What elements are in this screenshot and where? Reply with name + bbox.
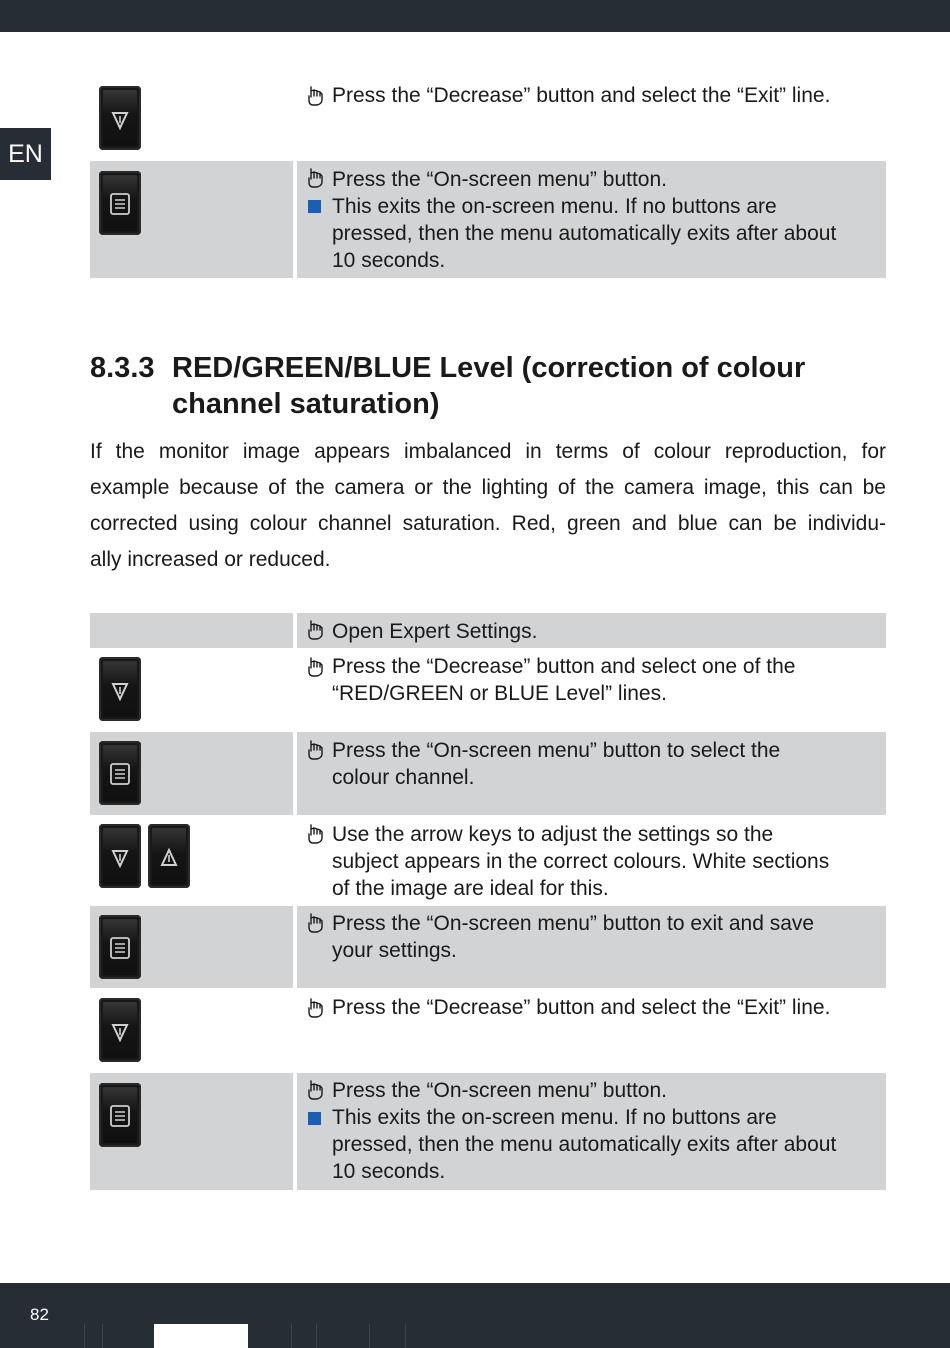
step-row bbox=[90, 613, 886, 648]
step-icon-cell bbox=[90, 613, 293, 648]
page-number: 82 bbox=[30, 1305, 49, 1324]
step-icon-cell bbox=[90, 906, 293, 988]
step-result: pressed, then the menu automatically exits after about bbox=[332, 222, 837, 245]
hand-pointer-icon bbox=[306, 912, 326, 934]
step-text-cell bbox=[297, 991, 886, 1069]
footer-block bbox=[154, 1324, 248, 1348]
step-icon-cell bbox=[90, 651, 293, 729]
step-icon-cell bbox=[90, 991, 293, 1069]
header-bar bbox=[0, 0, 950, 32]
decrease-button-icon bbox=[99, 86, 141, 150]
step-text-cell bbox=[297, 82, 886, 156]
step-icon-cell bbox=[90, 818, 293, 904]
intro-line: ally increased or reduced. bbox=[90, 548, 331, 571]
hand-pointer-icon bbox=[306, 823, 326, 845]
step-icon-cell bbox=[90, 732, 293, 815]
intro-line: corrected using colour channel saturation. Red, green and blue can be individu- bbox=[90, 512, 886, 535]
footer-marks bbox=[0, 1324, 950, 1348]
step-text-cell bbox=[297, 161, 886, 278]
step-instruction: Press the “Decrease” button and select the “Exit” line. bbox=[332, 996, 831, 1019]
step-text-cell bbox=[297, 613, 886, 648]
step-result: This exits the on-screen menu. If no buttons are bbox=[332, 195, 777, 218]
onscreen-menu-button-icon bbox=[99, 1083, 141, 1147]
onscreen-menu-button-icon bbox=[99, 915, 141, 979]
step-instruction: of the image are ideal for this. bbox=[332, 877, 609, 900]
footer-tick bbox=[316, 1324, 317, 1348]
step-instruction: Press the “On-screen menu” button to exit and save bbox=[332, 912, 815, 935]
step-instruction: Open Expert Settings. bbox=[332, 620, 538, 643]
step-icon-cell bbox=[90, 161, 293, 278]
hand-pointer-icon bbox=[306, 656, 326, 678]
step-icon-cell bbox=[90, 82, 293, 156]
step-text-cell bbox=[297, 906, 886, 988]
decrease-button-icon bbox=[99, 998, 141, 1062]
hand-pointer-icon bbox=[306, 85, 326, 107]
step-row bbox=[90, 732, 886, 815]
step-row bbox=[90, 991, 886, 1069]
decrease-button-icon bbox=[99, 657, 141, 721]
hand-pointer-icon bbox=[306, 739, 326, 761]
hand-pointer-icon bbox=[306, 1079, 326, 1101]
footer-tick bbox=[102, 1324, 103, 1348]
step-instruction: Press the “On-screen menu” button. bbox=[332, 168, 667, 191]
hand-pointer-icon bbox=[306, 619, 326, 641]
step-text-cell bbox=[297, 1073, 886, 1190]
increase-button-icon bbox=[148, 824, 190, 888]
footer-tick bbox=[369, 1324, 370, 1348]
step-instruction: subject appears in the correct colours. White sections bbox=[332, 850, 830, 873]
hand-pointer-icon bbox=[306, 167, 326, 189]
step-result: pressed, then the menu automatically exits after about bbox=[332, 1133, 837, 1156]
onscreen-menu-button-icon bbox=[99, 171, 141, 235]
step-row bbox=[90, 82, 886, 156]
step-row bbox=[90, 161, 886, 278]
step-row bbox=[90, 906, 886, 988]
step-row bbox=[90, 651, 886, 729]
step-instruction: Press the “Decrease” button and select one of the bbox=[332, 655, 796, 678]
blue-square-bullet bbox=[308, 1112, 321, 1125]
decrease-button-icon bbox=[99, 824, 141, 888]
step-instruction: Press the “On-screen menu” button to select the bbox=[332, 739, 781, 762]
step-text-cell bbox=[297, 818, 886, 904]
step-result: 10 seconds. bbox=[332, 249, 446, 272]
intro-line: If the monitor image appears imbalanced in terms of colour reproduction, for bbox=[90, 440, 886, 463]
blue-square-bullet bbox=[308, 200, 321, 213]
step-icon-cell bbox=[90, 1073, 293, 1190]
step-instruction: your settings. bbox=[332, 939, 457, 962]
intro-line: example because of the camera or the lighting of the camera image, this can be bbox=[90, 476, 886, 499]
footer-tick bbox=[405, 1324, 406, 1348]
language-label: EN bbox=[8, 139, 43, 168]
step-result: This exits the on-screen menu. If no buttons are bbox=[332, 1106, 777, 1129]
onscreen-menu-button-icon bbox=[99, 741, 141, 805]
step-instruction: Use the arrow keys to adjust the settings so the bbox=[332, 823, 774, 846]
step-text-cell bbox=[297, 732, 886, 815]
step-row bbox=[90, 1073, 886, 1190]
section-title-line1: RED/GREEN/BLUE Level (correction of colour bbox=[172, 352, 806, 384]
footer-tick bbox=[84, 1324, 85, 1348]
section-number: 8.3.3 bbox=[90, 352, 155, 384]
footer-tick bbox=[291, 1324, 292, 1348]
step-row bbox=[90, 818, 886, 904]
step-instruction: Press the “Decrease” button and select the “Exit” line. bbox=[332, 84, 831, 107]
step-text-cell bbox=[297, 651, 886, 729]
step-instruction: “RED/GREEN or BLUE Level” lines. bbox=[332, 682, 667, 705]
step-result: 10 seconds. bbox=[332, 1160, 446, 1183]
hand-pointer-icon bbox=[306, 997, 326, 1019]
section-title-line2: channel saturation) bbox=[172, 388, 440, 420]
language-tab bbox=[0, 128, 51, 180]
step-instruction: colour channel. bbox=[332, 766, 475, 789]
step-instruction: Press the “On-screen menu” button. bbox=[332, 1079, 667, 1102]
